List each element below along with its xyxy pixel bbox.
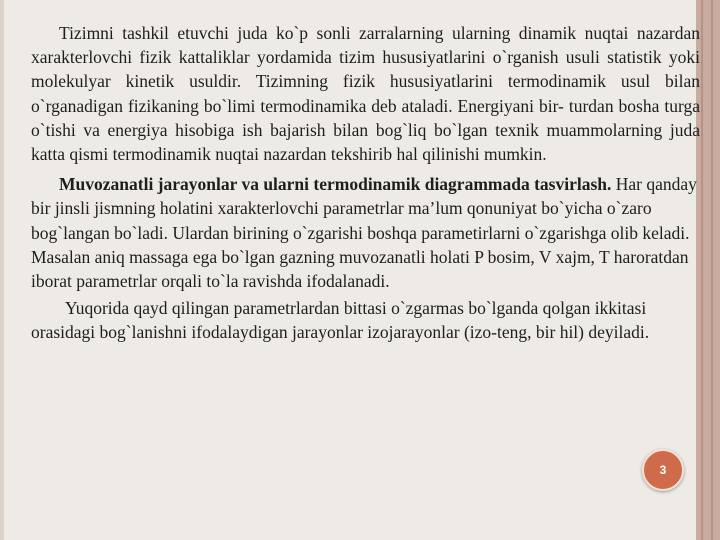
paragraph-isoprocess: Yuqorida qayd qilingan parametrlardan bittasi o`zgarmas bo`lganda qolgan ikkitasi orasidagi bog`lanishni ifodalaydigan jarayonlar izojarayonlar (izo-teng, bir hil) deyiladi. (31, 298, 650, 343)
band-stripe (701, 0, 703, 540)
slide-number-badge: 3 (642, 449, 684, 491)
section-body: Har qanday bir jinsli jismning holatini xarakterlovchi parametrlar ma’lum qonuniyat bo`yicha o`zaro bog`langan bo`ladi. Ulardan birining o`zgarishi boshqa parametirlarni o`zgarishga olib keladi. Masalan aniq massaga ega bo`lgan gazning muvozanatli holati P bosim, V xajm, T haroratdan iborat parametrlar orqali to`la ravishda ifodalanadi. (31, 174, 697, 292)
slide-text-body (31, 21, 700, 345)
band-stripe (711, 0, 713, 540)
left-border-band (0, 0, 4, 540)
paragraph-equilibrium (31, 172, 700, 293)
paragraph-intro: Tizimni tashkil etuvchi juda ko`p sonli zarralarning ularning dinamik nuqtai nazardan xarakterlovchi fizik kattaliklar yordamida tizim hususiyatlarini o`rganish usuli statistik yoki molekulyar kinetik usuldir. Tizimning fizik hususiyatlarini termodinamik usul bilan o`rganadigan fizikaning bo`limi termodinamika deb ataladi. Energiyani bir- turdan bosha turga o`tishi va energiya hisobiga ish bajarish bilan bog`liq bo`lgan texnik muammolarning juda katta qismi termodinamik nuqtai nazardan tekshirib hal qilinishi mumkin. (31, 23, 700, 165)
section-heading: Muvozanatli jarayonlar va ularni termodinamik diagrammada tasvirlash. (59, 174, 612, 195)
